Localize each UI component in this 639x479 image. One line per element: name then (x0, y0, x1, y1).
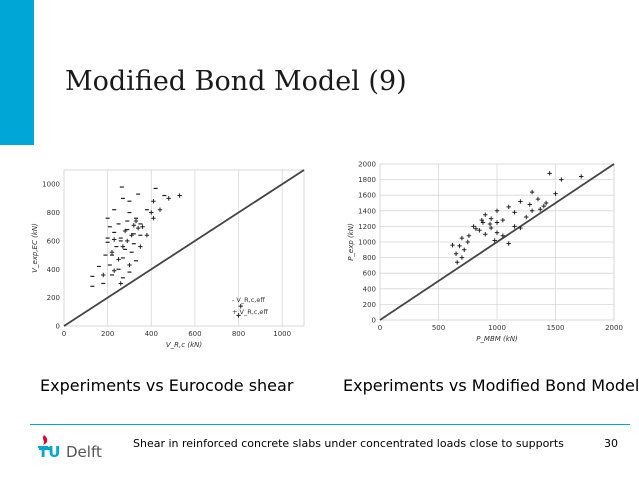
y-tick-label: 1600 (358, 191, 376, 200)
y-tick-label: 400 (362, 285, 376, 294)
page-number: 30 (604, 437, 618, 450)
y-tick-label: 1000 (358, 238, 376, 247)
legend-entry: + V_R,c,eff (232, 308, 268, 316)
footer-divider (30, 424, 630, 425)
legend-entry: - V_R,c,eff (232, 296, 265, 304)
y-axis-label: P_exp (kN) (347, 223, 355, 261)
chart-modified-bond-model (328, 152, 623, 352)
slide-title: Modified Bond Model (9) (65, 66, 407, 97)
y-axis-label: V_exp,EC (kN) (31, 223, 39, 273)
x-tick-label: 600 (188, 330, 202, 338)
y-tick-label: 200 (46, 294, 60, 303)
y-tick-label: 1400 (358, 207, 376, 216)
x-tick-label: 0 (61, 330, 67, 338)
chart-eurocode (22, 158, 312, 358)
logo-delft: Delft (66, 443, 102, 461)
y-tick-label: 400 (46, 265, 60, 274)
tudelft-logo (36, 433, 126, 459)
x-tick-label: 500 (431, 324, 446, 332)
x-tick-label: 400 (144, 330, 158, 338)
y-tick-label: 600 (362, 269, 376, 278)
accent-bar (0, 0, 34, 145)
x-axis-label: P_MBM (kN) (476, 335, 518, 343)
x-axis-label: V_R,c (kN) (165, 341, 203, 349)
y-tick-label: 200 (362, 300, 376, 309)
y-tick-label: 1200 (358, 222, 376, 231)
x-tick-label: 200 (100, 330, 115, 338)
y-tick-label: 0 (55, 322, 60, 331)
x-tick-label: 2000 (605, 324, 623, 332)
caption-eurocode: Experiments vs Eurocode shear (40, 376, 294, 395)
x-tick-label: 1000 (273, 330, 292, 338)
y-tick-label: 800 (46, 209, 60, 218)
x-tick-label: 800 (231, 330, 246, 338)
footer-text: Shear in reinforced concrete slabs under concentrated loads close to supports (133, 437, 564, 450)
y-tick-label: 1000 (42, 180, 60, 189)
y-tick-label: 800 (362, 254, 376, 263)
x-tick-label: 0 (377, 324, 383, 332)
caption-modified-bond-model: Experiments vs Modified Bond Model (343, 376, 639, 395)
y-tick-label: 0 (371, 316, 376, 325)
x-tick-label: 1000 (488, 324, 506, 332)
y-tick-label: 600 (46, 237, 60, 246)
logo-tu: TU (38, 443, 61, 461)
y-tick-label: 1800 (358, 176, 376, 185)
y-tick-label: 2000 (358, 160, 376, 169)
x-tick-label: 1500 (546, 324, 565, 332)
